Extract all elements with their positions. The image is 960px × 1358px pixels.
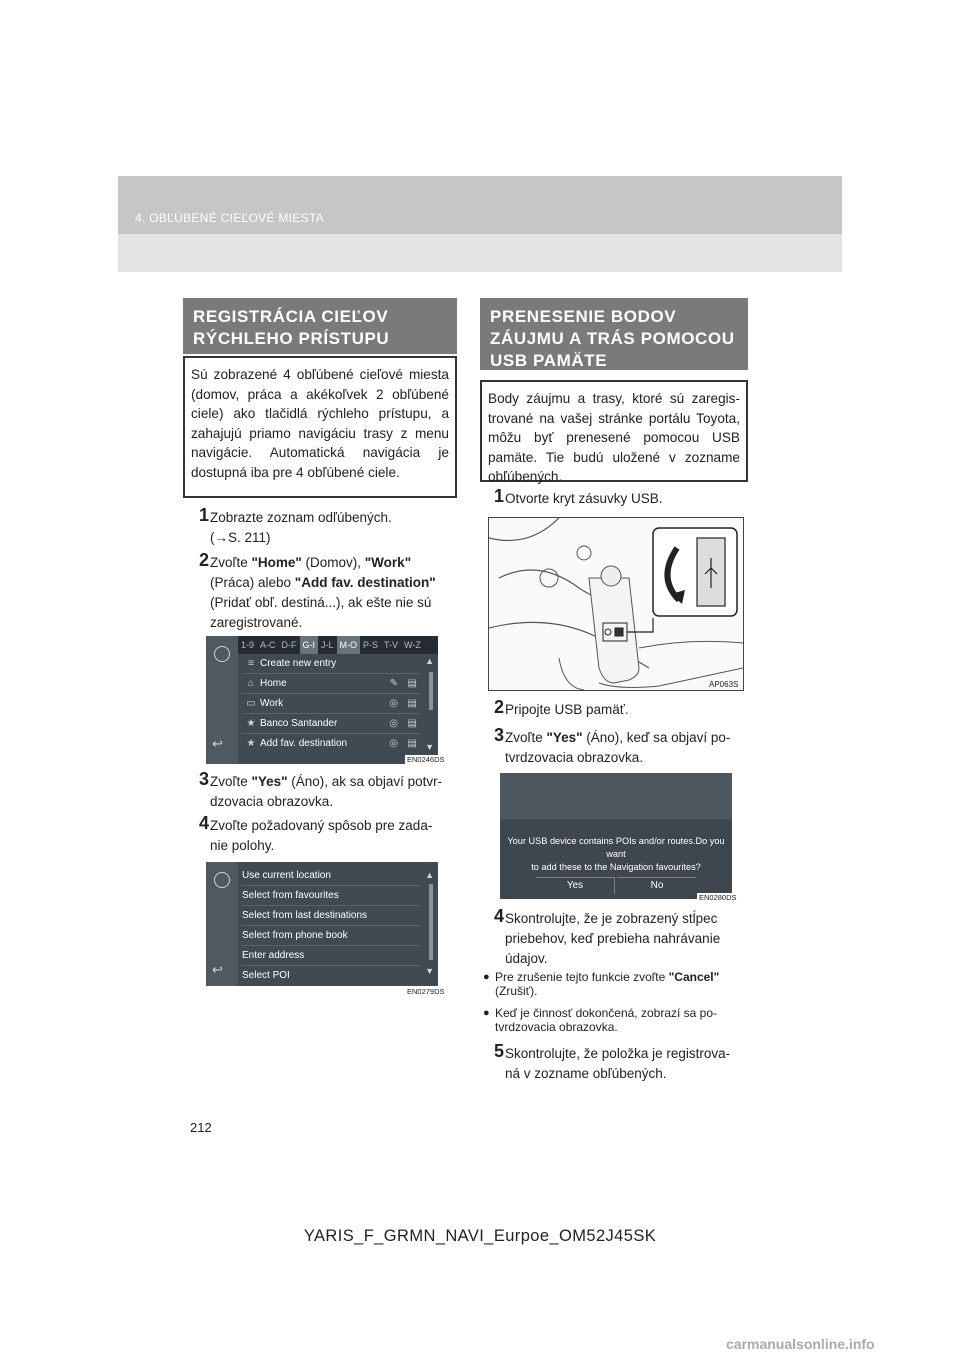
scroll-down-icon[interactable]: ▼ [425, 966, 434, 976]
figure-code: AP063S [709, 680, 739, 689]
favourites-screen [206, 636, 438, 764]
list-item-label: Create new entry [260, 658, 337, 669]
home-icon: ⌂ [247, 678, 255, 689]
list-item[interactable] [242, 674, 420, 694]
step-text: ná v zozname obľúbených. [505, 1066, 667, 1081]
step-text: Zobrazte zoznam odľúbených. [210, 510, 392, 525]
star-icon: ★ [246, 718, 256, 729]
list-item[interactable] [242, 654, 420, 674]
tab-1-9[interactable]: 1-9 [241, 640, 255, 650]
back-icon: ↩ [212, 736, 223, 751]
message-line: Your USB device contains POIs and/or routes.Do you want [507, 836, 725, 859]
step-4 [199, 813, 460, 856]
list-icon: ≡ [248, 658, 254, 669]
step-text: údajov. [505, 951, 548, 966]
section-title-line: PRENESENIE BODOV [490, 307, 677, 326]
target-icon[interactable]: ◎ [389, 738, 398, 749]
usb-confirm-screen [500, 773, 732, 899]
bullet-complete [483, 1006, 750, 1034]
tab-a-c[interactable]: A-C [260, 640, 276, 650]
section-title-line: ZÁUJMU A TRÁS POMOCOU [490, 329, 735, 348]
step-text: zaregistrované. [210, 615, 303, 630]
nav-map-icon [214, 646, 230, 662]
info-icon[interactable]: ▤ [407, 718, 417, 729]
usb-socket-drawing [489, 518, 743, 690]
no-button[interactable]: No [618, 877, 696, 894]
watermark: carmanualsonline.info [726, 1336, 875, 1352]
tab-w-z[interactable]: W-Z [404, 640, 421, 650]
step-number: 2 [494, 697, 505, 717]
header-bar [118, 176, 842, 234]
target-icon[interactable]: ◎ [389, 698, 398, 709]
step-text: (Áno), keď sa objaví po- [582, 730, 731, 745]
location-method-screen [206, 862, 438, 986]
step-text: Zvoľte [210, 555, 252, 570]
document-code: YARIS_F_GRMN_NAVI_Eurpoe_OM52J45SK [303, 1227, 657, 1245]
list-item-label: Work [260, 698, 284, 709]
star-icon: ★ [246, 738, 256, 749]
section-title-line: USB PAMÄTE [490, 351, 608, 370]
cancel-label: "Cancel" [668, 970, 720, 984]
header-subbar [118, 234, 842, 272]
scrollbar[interactable] [429, 672, 433, 710]
confirm-message [500, 835, 732, 874]
bullet-cancel [483, 970, 750, 998]
page-reference: (→S. 211) [210, 530, 271, 545]
step-number: 2 [199, 550, 210, 570]
intro-box-right: Body záujmu a trasy, ktoré sú zaregistrované na vašej stránke portálu Toyota, môžu byť prenesené pomocou USB pamäte. Tie budú uložené v zozname obľúbených. [480, 380, 748, 482]
step-number: 3 [494, 725, 505, 745]
step-text: Pripojte USB pamäť. [505, 702, 629, 717]
info-icon[interactable]: ▤ [407, 678, 417, 689]
usb-socket-photo [488, 517, 744, 691]
figure-code: EN0279DS [407, 987, 445, 996]
yes-label: "Yes" [546, 730, 583, 745]
list-item[interactable] [242, 714, 420, 734]
tab-t-v[interactable]: T-V [384, 640, 399, 650]
info-icon[interactable]: ▤ [407, 698, 417, 709]
home-label: "Home" [251, 555, 302, 570]
list-item[interactable]: Use current location [242, 866, 420, 886]
info-icon[interactable]: ▤ [407, 738, 417, 749]
step-2 [199, 550, 460, 633]
list-item-label: Banco Santander [260, 718, 338, 729]
step-text: (Domov), [301, 555, 365, 570]
step-text: Skontrolujte, že položka je registrova- [505, 1046, 731, 1061]
screen-top [500, 773, 732, 819]
step-4-right [494, 906, 750, 969]
work-label: "Work" [364, 555, 412, 570]
step-text: Otvorte kryt zásuvky USB. [505, 491, 663, 506]
step-text: (Áno), ak sa objaví potvr- [287, 774, 443, 789]
step-1 [199, 505, 460, 548]
list-item[interactable]: Select POI [242, 970, 290, 981]
bullet-text: Keď je činnosť dokončená, zobrazí sa po- [495, 1006, 718, 1020]
back-icon: ↩ [212, 962, 223, 977]
step-text: (Pridať obľ. destiná...), ak ešte nie sú [210, 595, 432, 610]
tab-d-f[interactable]: D-F [281, 640, 297, 650]
section-title-line: REGISTRÁCIA CIEĽOV [193, 307, 389, 326]
scroll-up-icon[interactable]: ▲ [425, 870, 434, 880]
section-title-left [183, 298, 457, 354]
step-text: Zvoľte [505, 730, 547, 745]
scroll-up-icon[interactable]: ▲ [425, 656, 434, 666]
yes-button[interactable]: Yes [536, 877, 615, 894]
bullet-text: (Zrušiť). [495, 984, 538, 998]
list-item-label: Home [260, 678, 287, 689]
step-5-right [494, 1041, 750, 1084]
bullet-icon: ● [483, 1007, 490, 1019]
message-line: to add these to the Navigation favourites? [531, 862, 701, 872]
figure-code: EN0280DS [699, 893, 737, 902]
nav-map-icon [214, 872, 230, 888]
add-fav-label: "Add fav. destination" [294, 575, 436, 590]
step-3 [199, 769, 460, 812]
step-text: tvrdzovacia obrazovka. [505, 750, 644, 765]
list-item[interactable] [242, 734, 420, 753]
bullet-text: tvrdzovacia obrazovka. [495, 1020, 618, 1034]
step-text: dzovacia obrazovka. [210, 794, 334, 809]
step-text: Zvoľte požadovaný spôsob pre zada- [210, 818, 433, 833]
edit-icon[interactable]: ✎ [389, 678, 398, 689]
step-number: 1 [199, 505, 210, 525]
target-icon[interactable]: ◎ [389, 718, 398, 729]
scrollbar[interactable] [429, 884, 433, 960]
step-number: 1 [494, 486, 505, 506]
section-title-line: RÝCHLEHO PRÍSTUPU [193, 329, 390, 348]
tab-m-o[interactable]: M-O [337, 636, 361, 654]
step-2-right [494, 697, 750, 720]
step-text: priebehov, keď prebieha nahrávanie [505, 931, 721, 946]
list-item[interactable]: Select from favourites [242, 886, 420, 906]
list-item[interactable]: Select from phone book [242, 926, 420, 946]
step-number: 5 [494, 1041, 505, 1061]
step-text: Zvoľte [210, 774, 252, 789]
figure-code: EN0246DS [407, 755, 445, 764]
list-item[interactable]: Select from last destinations [242, 906, 420, 926]
list-item[interactable] [242, 694, 420, 714]
alphabet-tabs [238, 636, 438, 654]
section-title-right [480, 298, 748, 370]
yes-label: "Yes" [251, 774, 288, 789]
bullet-text: Pre zrušenie tejto funkcie zvoľte [495, 970, 669, 984]
tab-j-l[interactable]: J-L [321, 640, 334, 650]
tab-p-s[interactable]: P-S [363, 640, 379, 650]
list-item-label: Add fav. destination [260, 738, 348, 749]
step-number: 4 [494, 906, 505, 926]
chapter-title: 4. OBĽÚBENÉ CIEĽOVÉ MIESTA [135, 211, 324, 225]
work-icon: ▭ [246, 698, 256, 709]
step-number: 4 [199, 813, 210, 833]
step-text: nie polohy. [210, 838, 275, 853]
step-1-right [494, 486, 750, 509]
tab-g-i[interactable]: G-I [300, 636, 319, 654]
step-text: Skontrolujte, že je zobrazený stĺpec [505, 911, 718, 926]
scroll-down-icon[interactable]: ▼ [425, 742, 434, 752]
intro-box-left: Sú zobrazené 4 obľúbené cieľové miesta (domov, práca a akékoľvek 2 obľúbené ciele) ako tlačidlá rýchleho prístupu, a zahajujú priamo navigáciu trasy z menu navigácie. Automatická navigácia je dostupná iba pre 4 obľúbené ciele. [183, 356, 457, 498]
step-number: 3 [199, 769, 210, 789]
step-text: (Práca) alebo [210, 575, 295, 590]
bullet-icon: ● [483, 971, 490, 983]
page-number: 212 [190, 1120, 212, 1135]
list-item[interactable]: Enter address [242, 946, 420, 966]
step-3-right [494, 725, 750, 768]
